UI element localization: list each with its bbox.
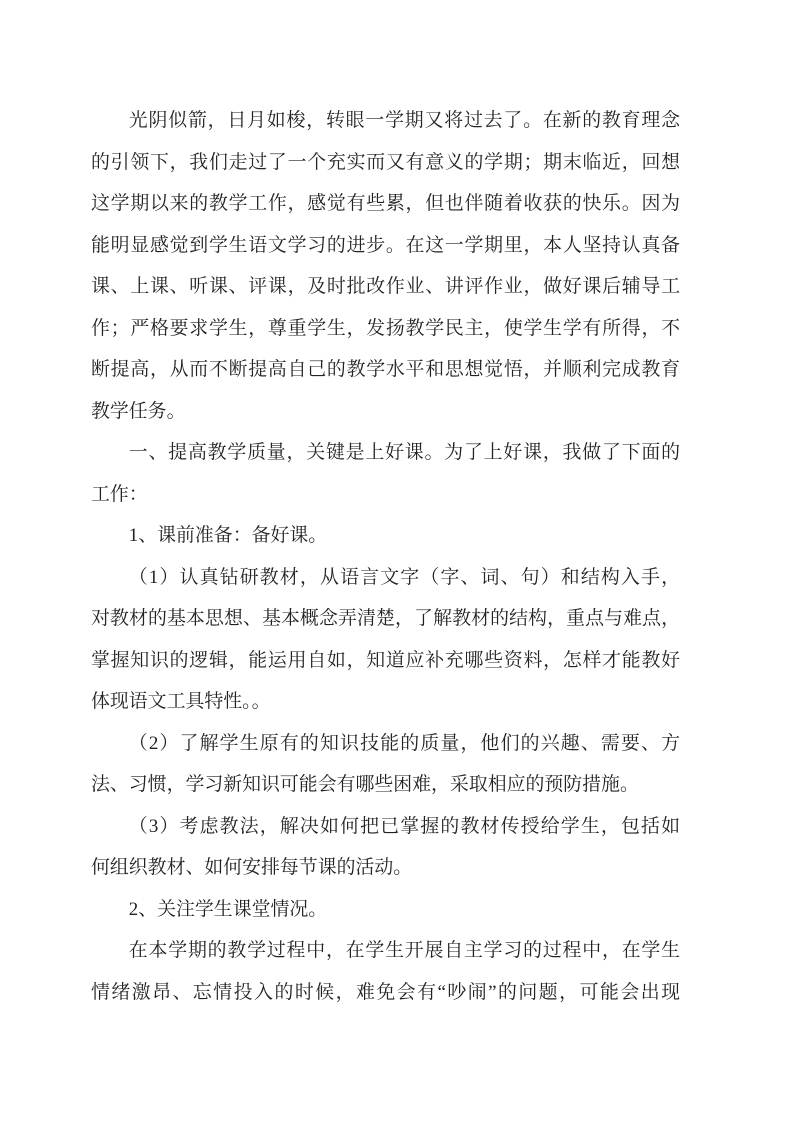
text-line: 一、提高教学质量，关键是上好课。为了上好课，我做了下面的 (128, 442, 680, 463)
paragraph (91, 723, 680, 806)
text-line: 能明显感觉到学生语文学习的进步。在这一学期里，本人坚持认真备 (91, 234, 680, 256)
paragraph (91, 806, 680, 889)
paragraph (91, 930, 680, 1013)
text-line: 1、课前准备：备好课。 (128, 525, 328, 546)
text-line: 教学任务。 (91, 400, 186, 422)
text-line: 掌握知识的逻辑，能运用自如，知道应补充哪些资料，怎样才能教好 (91, 649, 680, 671)
text-line: 体现语文工具特性。。 (91, 691, 271, 712)
text-line: （3）考虑教法，解决如何把已掌握的教材传授给学生，包括如 (128, 815, 680, 837)
text-line: 在本学期的教学过程中，在学生开展自主学习的过程中，在学生 (128, 940, 680, 961)
text-line: 的引领下，我们走过了一个充实而又有意义的学期；期末临近，回想 (91, 151, 680, 173)
text-line: （2）了解学生原有的知识技能的质量，他们的兴趣、需要、方 (128, 732, 680, 754)
paragraph (91, 100, 680, 432)
text-line: 情绪激昂、忘情投入的时候，难免会有“吵闹”的问题，可能会出现 (91, 981, 680, 1003)
text-line: 2、关注学生课堂情况。 (128, 898, 328, 920)
text-line: 法、习惯，学习新知识可能会有哪些困难，采取相应的预防措施。 (91, 774, 639, 795)
paragraph (91, 557, 680, 723)
document-body (91, 100, 680, 1013)
paragraph (91, 432, 680, 515)
paragraph (91, 889, 680, 931)
paragraph (91, 515, 680, 557)
text-line: 工作： (91, 483, 148, 505)
text-line: 何组织教材、如何安排每节课的活动。 (91, 857, 413, 878)
text-line: 这学期以来的教学工作，感觉有些累，但也伴随着收获的快乐。因为 (91, 193, 680, 214)
text-line: （1）认真钻研教材，从语言文字（字、词、句）和结构入手， (128, 566, 680, 588)
text-line: 对教材的基本思想、基本概念弄清楚，了解教材的结构，重点与难点， (91, 608, 680, 629)
text-line: 断提高，从而不断提高自己的教学水平和思想觉悟，并顺利完成教育 (91, 359, 680, 380)
text-line: 光阴似箭，日月如梭，转眼一学期又将过去了。在新的教育理念 (128, 110, 680, 131)
text-line: 作；严格要求学生，尊重学生，发扬教学民主，使学生学有所得，不 (91, 317, 680, 339)
text-line: 课、上课、听课、评课，及时批改作业、讲评作业，做好课后辅导工 (91, 276, 680, 297)
